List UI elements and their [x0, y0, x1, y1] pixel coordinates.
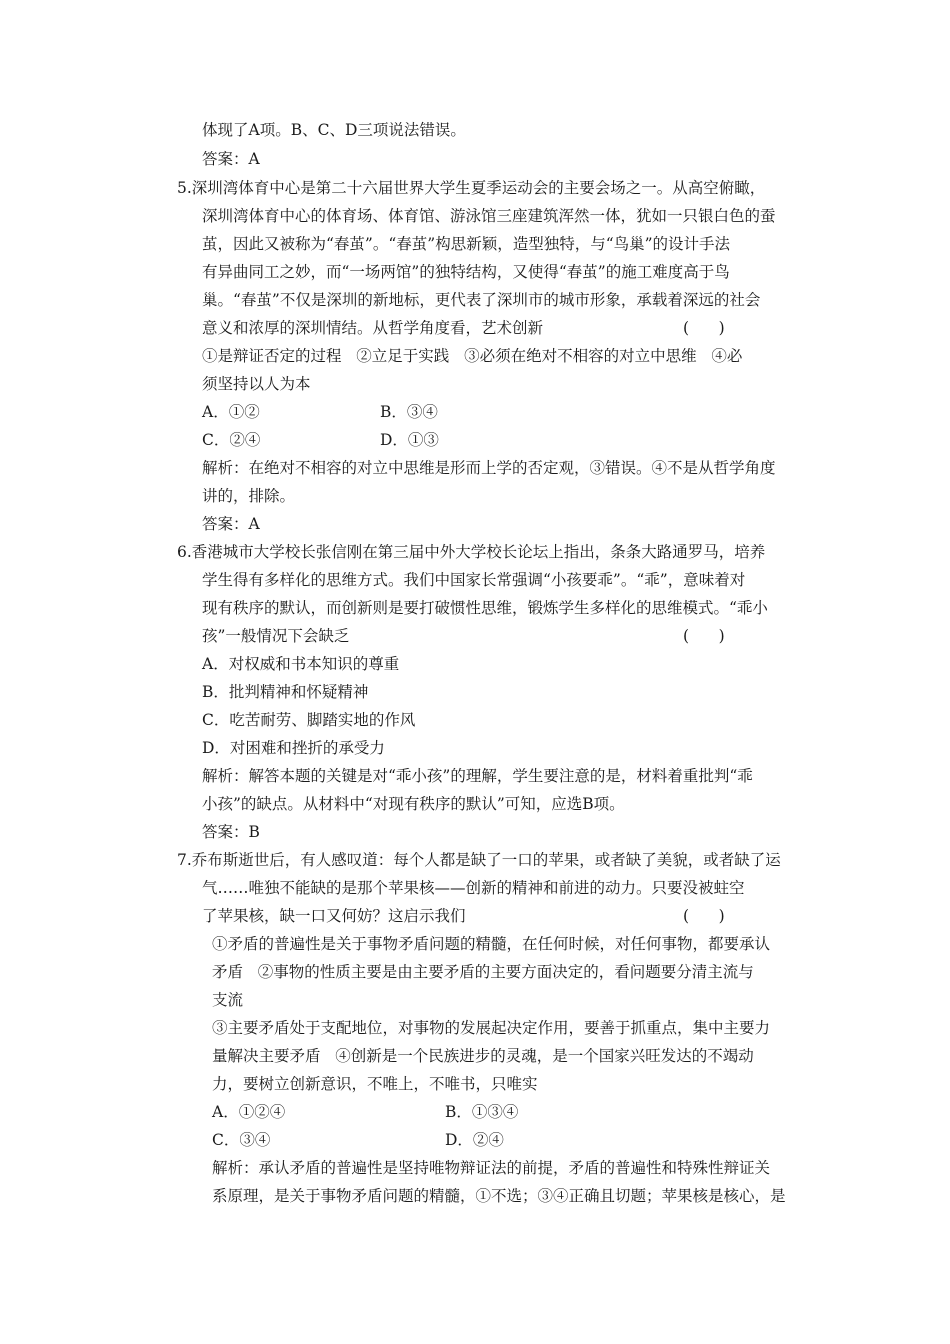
q7-option-d: D．②④: [445, 1131, 504, 1149]
q6-analysis-line-1: 解析：解答本题的关键是对“乖小孩”的理解，学生要注意的是，材料着重批判“乖: [202, 767, 753, 785]
q5-option-c: C．②④: [202, 431, 261, 449]
q7-items-line-3: 支流: [212, 991, 244, 1009]
q7-items-line-2: 矛盾 ②事物的性质主要是由主要矛盾的主要方面决定的，看问题要分清主流与: [212, 963, 754, 981]
q5-option-a: A．①②: [202, 403, 260, 421]
q5-analysis-line-2: 讲的，排除。: [202, 487, 296, 505]
q5-analysis-line-1: 解析：在绝对不相容的对立中思维是形而上学的否定观，③错误。④不是从哲学角度: [202, 459, 776, 477]
q7-option-c: C．③④: [212, 1131, 271, 1149]
q5-answer-blank: ( ): [683, 319, 725, 337]
q5-items-line-2: 须坚持以人为本: [202, 375, 311, 393]
q7-analysis-line-2: 系原理，是关于事物矛盾问题的精髓，①不选；③④正确且切题；苹果核是核心，是: [212, 1187, 786, 1205]
q5-stem-line-6: 意义和浓厚的深圳情结。从哲学角度看，艺术创新: [202, 319, 544, 337]
q5-stem-line-4: 有异曲同工之妙，而“一场两馆”的独特结构，又使得“春茧”的施工难度高于鸟: [202, 263, 730, 281]
q5-stem-line-2: 深圳湾体育中心的体育场、体育馆、游泳馆三座建筑浑然一体，犹如一只银白色的蚕: [202, 207, 776, 225]
prev-answer: 答案：A: [202, 150, 260, 168]
q7-option-a: A．①②④: [212, 1103, 286, 1121]
q6-option-a: A．对权威和书本知识的尊重: [202, 655, 400, 673]
q6-answer-blank: ( ): [683, 627, 725, 645]
q5-option-d: D．①③: [380, 431, 439, 449]
q7-items-line-1: ①矛盾的普遍性是关于事物矛盾问题的精髓，在任何时候，对任何事物，都要承认: [212, 935, 771, 953]
q6-stem-line-4: 孩”一般情况下会缺乏: [202, 627, 350, 645]
q7-items-line-5: 量解决主要矛盾 ④创新是一个民族进步的灵魂，是一个国家兴旺发达的不竭动: [212, 1047, 754, 1065]
q7-option-b: B．①③④: [445, 1103, 519, 1121]
q7-answer-blank: ( ): [683, 907, 725, 925]
q5-stem-line-3: 茧，因此又被称为“春茧”。“春茧”构思新颖，造型独特，与“鸟巢”的设计手法: [202, 235, 731, 253]
q6-stem-line-2: 学生得有多样化的思维方式。我们中国家长常强调“小孩要乖”。“乖”，意味着对: [202, 571, 746, 589]
q7-analysis-line-1: 解析：承认矛盾的普遍性是坚持唯物辩证法的前提，矛盾的普遍性和特殊性辩证关: [212, 1159, 771, 1177]
q6-stem-line-3: 现有秩序的默认，而创新则是要打破惯性思维，锻炼学生多样化的思维模式。“乖小: [202, 599, 768, 617]
q7-stem-line-2: 气……唯独不能缺的是那个苹果核——创新的精神和前进的动力。只要没被蛀空: [202, 879, 745, 897]
q7-stem-line-1: 7.乔布斯逝世后，有人感叹道：每个人都是缺了一口的苹果，或者缺了美貌，或者缺了运: [177, 851, 781, 869]
q7-stem-line-3: 了苹果核，缺一口又何妨？这启示我们: [202, 907, 466, 925]
q6-stem-line-1: 6.香港城市大学校长张信刚在第三届中外大学校长论坛上指出，条条大路通罗马，培养: [177, 543, 766, 561]
q7-items-line-6: 力，要树立创新意识，不唯上，不唯书，只唯实: [212, 1075, 538, 1093]
q5-stem-line-1: 5.深圳湾体育中心是第二十六届世界大学生夏季运动会的主要会场之一。从高空俯瞰，: [177, 179, 766, 197]
q6-option-d: D．对困难和挫折的承受力: [202, 739, 385, 757]
q5-option-b: B．③④: [380, 403, 438, 421]
q6-answer: 答案：B: [202, 823, 260, 841]
q5-stem-line-5: 巢。“春茧”不仅是深圳的新地标，更代表了深圳市的城市形象，承载着深远的社会: [202, 291, 761, 309]
q6-option-c: C．吃苦耐劳、脚踏实地的作风: [202, 711, 416, 729]
q5-answer: 答案：A: [202, 515, 260, 533]
prev-analysis-tail: 体现了A项。B、C、D三项说法错误。: [202, 121, 466, 139]
q6-analysis-line-2: 小孩”的缺点。从材料中“对现有秩序的默认”可知，应选B项。: [202, 795, 625, 813]
q7-items-line-4: ③主要矛盾处于支配地位，对事物的发展起决定作用，要善于抓重点，集中主要力: [212, 1019, 771, 1037]
q5-items-line-1: ①是辩证否定的过程 ②立足于实践 ③必须在绝对不相容的对立中思维 ④必: [202, 347, 743, 365]
q6-option-b: B．批判精神和怀疑精神: [202, 683, 369, 701]
